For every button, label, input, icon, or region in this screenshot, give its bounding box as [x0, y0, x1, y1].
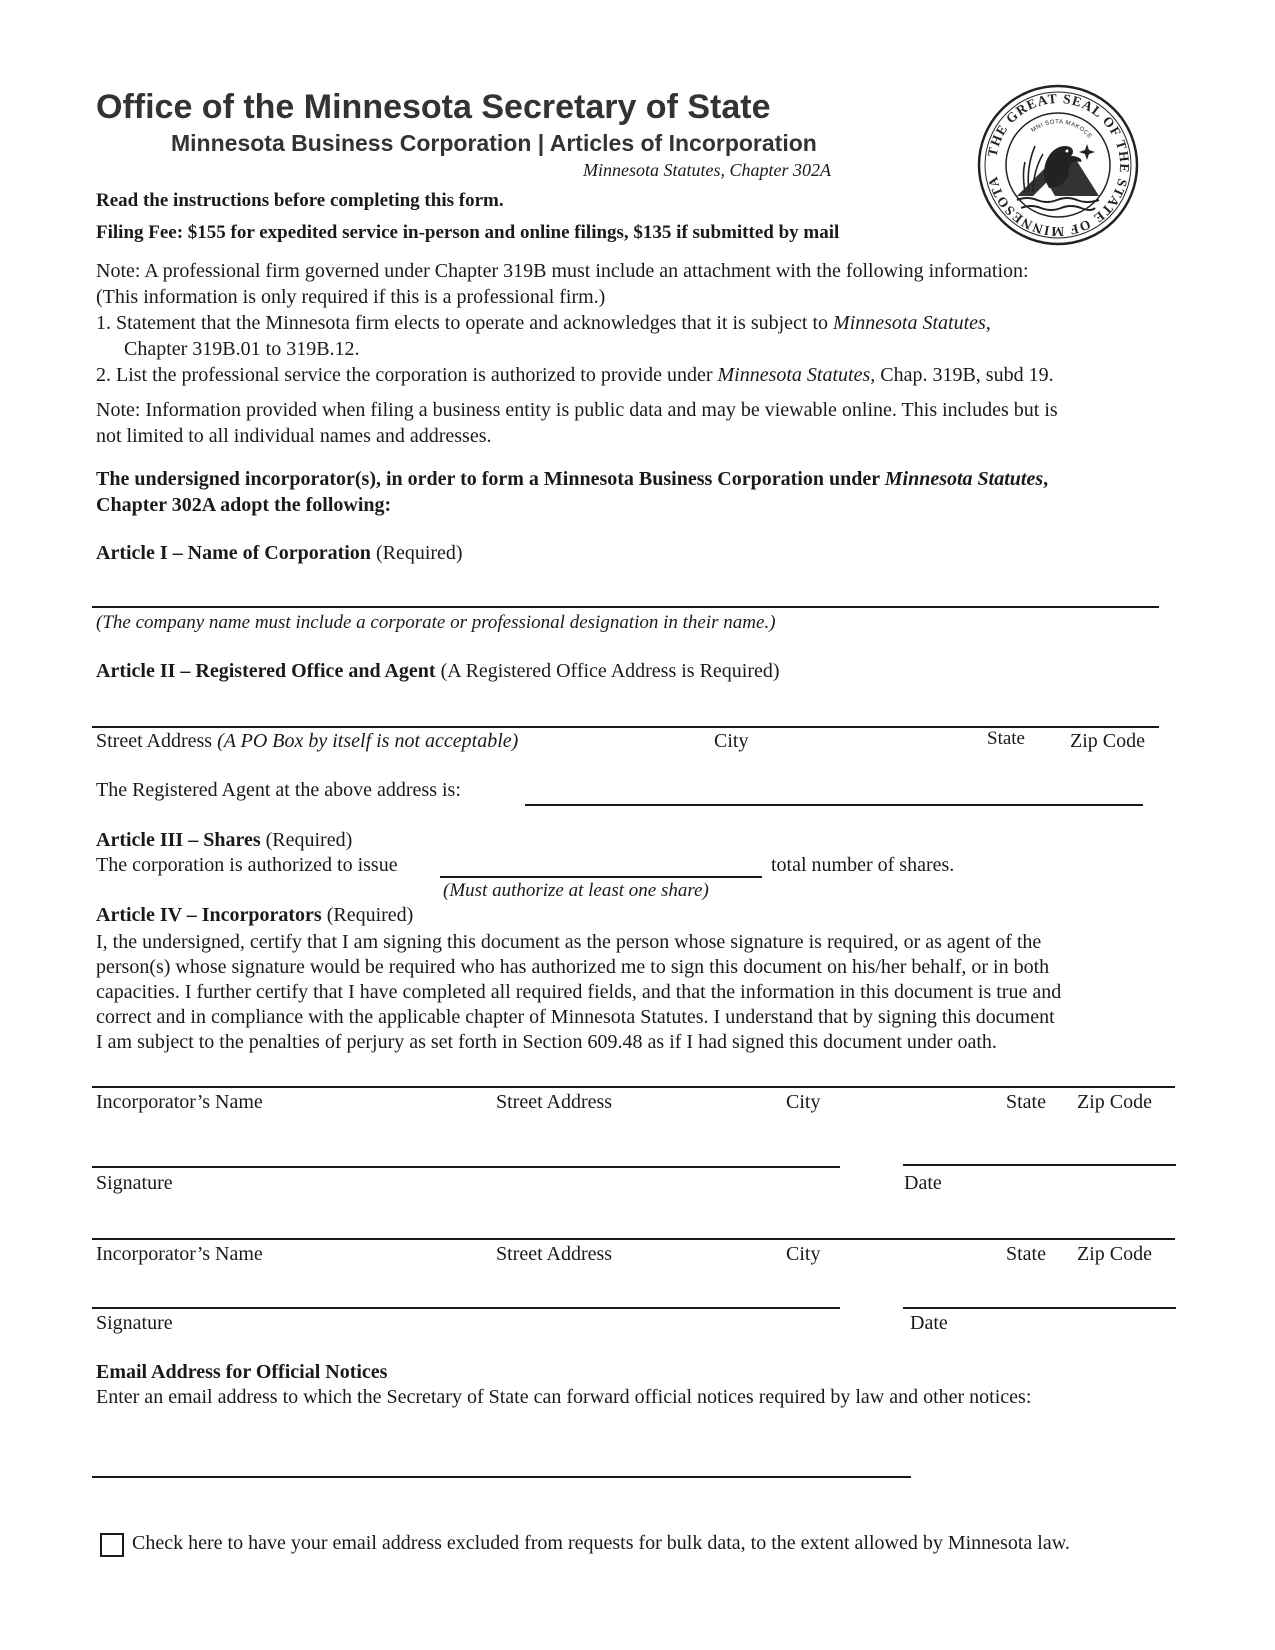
bulk-data-exclusion-label: Check here to have your email address excluded from requests for bulk data, to the extent allowed by Minnesota law.: [132, 1532, 1070, 1554]
article-3-heading: Article III – Shares (Required): [96, 829, 353, 851]
street-address-label: Street Address (A PO Box by itself is not acceptable): [96, 730, 519, 752]
seal-ring-text: THE GREAT SEAL OF THE STATE OF MINNESOTA: [984, 90, 1133, 240]
incorporator-2-signature-field[interactable]: [92, 1307, 840, 1309]
certification-statement: I, the undersigned, certify that I am signing this document as the person whose signature is required, or as agent of the person(s) whose signature would be required who has authorized me to sign this document on his/her behalf, or in both capacities. I further certify that I have completed all required fields, and that the information in this document is true and correct and in compliance with the applicable chapter of Minnesota Statutes. I understand that by signing this document I am subject to the penalties of perjury as set forth in Section 609.48 as if I had signed this document under oath.: [96, 931, 1062, 1053]
article-1-hint: (The company name must include a corporate or professional designation in their name.): [96, 612, 776, 633]
email-heading: Email Address for Official Notices: [96, 1361, 388, 1383]
signature-label: Signature: [96, 1312, 173, 1334]
shares-hint: (Must authorize at least one share): [443, 880, 709, 901]
statute-reference: Minnesota Statutes, Chapter 302A: [583, 160, 831, 180]
professional-firm-note: Note: A professional firm governed under Chapter 319B must include an attachment with the following information: (This information is only required if this is a professional firm.) 1. Statement that the Minnesota firm elects to operate and acknowledges that it is subject to Minnesota Statutes, Chapter 319B.01 to 319B.12. 2. List the professional service the corporation is authorized to provide under Minnesota Statutes, Chap. 319B, subd 19.: [96, 260, 1054, 386]
incorporator-state-label: State: [1006, 1243, 1046, 1265]
incorporator-name-label: Incorporator’s Name: [96, 1091, 263, 1113]
zip-code-label: Zip Code: [1070, 730, 1145, 752]
public-data-note: Note: Information provided when filing a business entity is public data and may be viewable online. This includes but is not limited to all individual names and addresses.: [96, 399, 1058, 447]
seal-inner-text: MNI SOTA MAKOCE: [1030, 119, 1093, 141]
article-4-heading: Article IV – Incorporators (Required): [96, 904, 414, 926]
shares-issue-label: The corporation is authorized to issue: [96, 854, 398, 876]
city-label: City: [714, 730, 749, 752]
incorporator-street-label: Street Address: [496, 1091, 613, 1113]
email-address-field[interactable]: [92, 1476, 911, 1478]
article-1-heading: Article I – Name of Corporation (Required): [96, 542, 463, 564]
article-2-heading: Article II – Registered Office and Agent (A Registered Office Address is Required): [96, 660, 780, 682]
incorporator-name-label: Incorporator’s Name: [96, 1243, 263, 1265]
incorporator-2-info-field[interactable]: [92, 1238, 1175, 1240]
incorporator-city-label: City: [786, 1243, 821, 1265]
incorporator-city-label: City: [786, 1091, 821, 1113]
state-seal-icon: [977, 84, 1139, 246]
instructions-text: Read the instructions before completing this form.: [96, 190, 504, 211]
incorporator-zip-label: Zip Code: [1077, 1243, 1152, 1265]
date-label: Date: [910, 1312, 948, 1334]
incorporator-1-signature-field[interactable]: [92, 1166, 840, 1168]
email-instruction: Enter an email address to which the Secretary of State can forward official notices required by law and other notices:: [96, 1386, 1032, 1408]
filing-fee-text: Filing Fee: $155 for expedited service in-person and online filings, $135 if submitted by mail: [96, 222, 840, 243]
incorporator-zip-label: Zip Code: [1077, 1091, 1152, 1113]
incorporator-1-info-field[interactable]: [92, 1086, 1175, 1088]
state-label: State: [987, 728, 1025, 749]
registered-agent-label: The Registered Agent at the above address is:: [96, 779, 461, 801]
bulk-data-exclusion-checkbox[interactable]: [100, 1533, 124, 1557]
corporation-name-field[interactable]: [92, 606, 1159, 608]
incorporator-1-date-field[interactable]: [903, 1164, 1176, 1166]
incorporator-street-label: Street Address: [496, 1243, 613, 1265]
intro-statement: The undersigned incorporator(s), in order to form a Minnesota Business Corporation under Minnesota Statutes, Chapter 302A adopt the following:: [96, 468, 1049, 516]
date-label: Date: [904, 1172, 942, 1194]
registered-agent-field[interactable]: [525, 804, 1143, 806]
page-title: Office of the Minnesota Secretary of State: [96, 88, 771, 126]
number-of-shares-field[interactable]: [440, 876, 762, 878]
signature-label: Signature: [96, 1172, 173, 1194]
incorporator-state-label: State: [1006, 1091, 1046, 1113]
total-shares-label: total number of shares.: [771, 854, 955, 876]
form-subtitle: Minnesota Business Corporation | Articles of Incorporation: [171, 130, 817, 156]
incorporator-2-date-field[interactable]: [903, 1307, 1176, 1309]
